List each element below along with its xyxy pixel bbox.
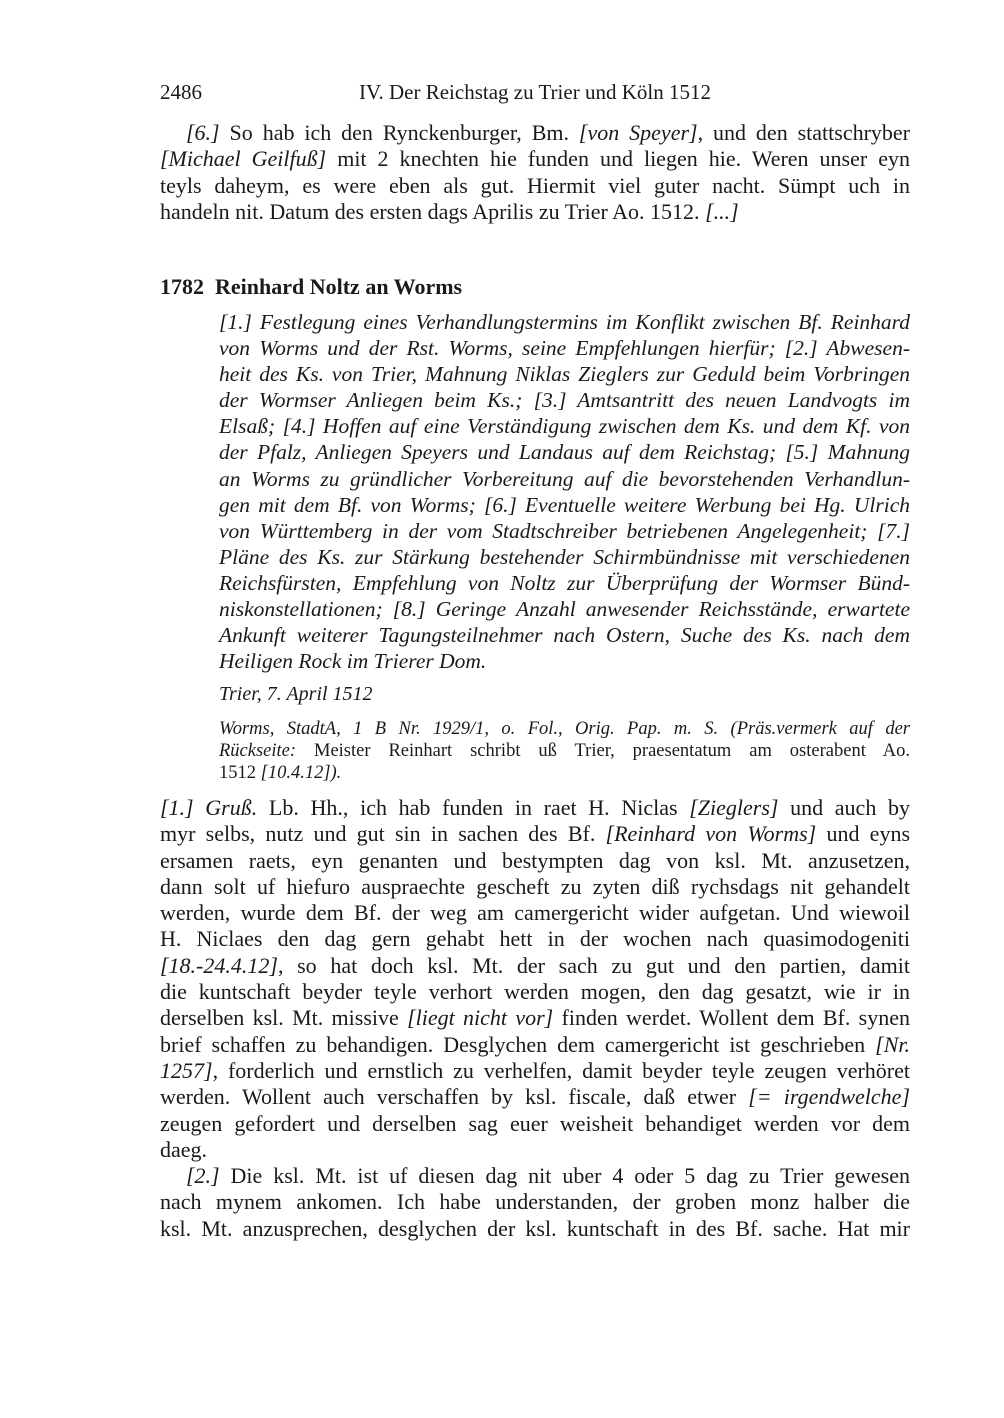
text-segment: und auch by — [778, 795, 910, 820]
editorial-italic-text: Worms, StadtA, 1 B Nr. 1929/1, o. Fol., Orig. Pap. m. S. (Präs.vermerk auf der — [219, 719, 910, 739]
document-title: Reinhard Noltz an Worms — [215, 274, 463, 299]
text-line — [219, 596, 910, 622]
editorial-italic-text: [...] — [705, 198, 739, 224]
text-line — [160, 120, 910, 146]
text-segment: derselben ksl. Mt. missive — [160, 1005, 408, 1031]
text-segment: teyls daheym, es were eben als gut. Hiermit viel guter nacht. Sümpt uch in — [160, 172, 910, 198]
editorial-italic-text: der Wormser Anliegen beim Ks.; [3.] Amtsantritt des neuen Landvogts im — [219, 388, 910, 413]
text-line — [219, 466, 910, 492]
text-segment: , so hat doch ksl. Mt. der sach zu gut und den partien, damit — [277, 952, 910, 978]
editorial-italic-text: Reichsfürsten, Empfehlung von Noltz zur Überprüfung der Wormser Bünd- — [219, 570, 910, 595]
editorial-italic-text: Ankunft weiterer Tagungsteilnehmer nach Ostern, Suche des Ks. nach dem — [219, 623, 910, 648]
paragraph-6-previous-document — [160, 120, 910, 225]
text-line — [219, 492, 910, 518]
document-text — [160, 795, 910, 1242]
text-segment: So hab ich den Rynckenburger, Bm. — [219, 120, 579, 145]
text-line — [219, 622, 910, 648]
source-note — [219, 718, 910, 784]
text-line — [160, 848, 910, 874]
editorial-italic-text: Rückseite: — [219, 741, 297, 761]
text-segment: daeg. — [160, 1136, 208, 1162]
text-segment: werden. Wollent auch verschaffen by ksl. fiscale, daß etwer — [160, 1084, 749, 1110]
text-line — [219, 740, 910, 762]
editorial-italic-text: [Nr. — [875, 1031, 910, 1057]
text-line — [160, 146, 910, 172]
text-line — [219, 439, 910, 465]
text-line — [219, 518, 910, 544]
text-line — [160, 874, 910, 900]
text-line — [219, 335, 910, 361]
running-title: IV. Der Reichstag zu Trier und Köln 1512 — [359, 80, 711, 104]
text-line — [160, 900, 910, 926]
editorial-italic-text: 1257] — [160, 1057, 213, 1083]
text-line — [160, 199, 910, 225]
editorial-italic-text: von Worms und der Rst. Worms, seine Empfehlungen hierfür; [2.] Abwesen- — [219, 336, 910, 361]
text-line — [160, 953, 910, 979]
editorial-italic-text: [von Speyer] — [578, 120, 698, 145]
text-line — [160, 821, 910, 847]
editorial-italic-text: [= irgendwelche] — [748, 1084, 910, 1110]
text-segment: mit 2 knechten hie funden und liegen hie. Weren unser eyn — [326, 146, 910, 172]
editorial-italic-text: gen mit dem Bf. von Worms; [6.] Eventuelle weitere Werbung bei Hg. Ulrich — [219, 492, 910, 517]
editorial-italic-text: [Zieglers] — [689, 795, 779, 820]
document-number: 1782 — [160, 274, 204, 299]
editorial-italic-text: [liegt nicht vor] — [407, 1005, 554, 1031]
text-line — [160, 1058, 910, 1084]
text-line — [160, 795, 910, 821]
text-segment: , forderlich und ernstlich zu verhelfen, damit beyder teyle zeugen verhöret — [212, 1057, 910, 1083]
editorial-italic-text: Heiligen Rock im Trierer Dom. — [219, 649, 487, 674]
text-line — [160, 1084, 910, 1110]
text-line — [160, 1137, 910, 1163]
text-segment: zeugen gefordert und derselben sag euer weisheit behandiget werden vor dem — [160, 1110, 910, 1136]
text-line — [160, 1005, 910, 1031]
editorial-italic-text: niskonstellationen; [8.] Geringe Anzahl anwesender Reichsstände, erwartete — [219, 597, 910, 622]
editorial-italic-text: [6.] — [186, 120, 220, 145]
editorial-italic-text: [18.-24.4.12] — [160, 952, 278, 978]
editorial-italic-text: der Pfalz, Anliegen Speyers und Landaus auf dem Reichstag; [5.] Mahnung — [219, 440, 910, 465]
text-line — [219, 570, 910, 596]
editorial-italic-text: an Worms zu gründlicher Vorbereitung auf die bevorstehenden Verhandlun- — [219, 466, 910, 491]
text-segment: H. Niclaes den dag gern gehabt hett in der wochen nach quasimodogeniti — [160, 926, 910, 952]
text-line — [160, 1032, 910, 1058]
editorial-italic-text: Pläne des Ks. zur Stärkung bestehender Schirmbündnisse mit verschiedenen — [219, 544, 910, 569]
text-line — [160, 1111, 910, 1137]
text-segment: Lb. Hh., ich hab funden in raet H. Niclas — [257, 795, 690, 820]
editorial-italic-text: [2.] — [186, 1163, 220, 1189]
text-segment: werden, wurde dem Bf. der weg am camergericht wider aufgetan. Und wiewoil — [160, 900, 910, 926]
text-segment: handeln nit. Datum des ersten dags Aprilis zu Trier Ao. 1512. — [160, 198, 706, 224]
text-line — [219, 309, 910, 335]
document-heading — [160, 273, 910, 301]
text-line — [219, 413, 910, 439]
text-segment: dann solt uf hiefuro auspraechte gescheft zu zyten diß rychsdags nit gehandelt — [160, 873, 910, 899]
document-summary — [219, 309, 910, 674]
text-line — [160, 1163, 910, 1189]
text-segment: finden werdet. Wollent dem Bf. synen — [553, 1005, 911, 1031]
editorial-italic-text: heit des Ks. von Trier, Mahnung Niklas Zieglers zur Geduld beim Vorbringen — [219, 362, 910, 387]
text-segment: und eyns — [816, 821, 911, 847]
text-segment: ksl. Mt. anzusprechen, desglychen der ksl. kuntschaft in des Bf. sache. Hat mir — [160, 1215, 910, 1241]
text-segment: Die ksl. Mt. ist uf diesen dag nit uber 4 oder 5 dag zu Trier gewesen — [219, 1163, 910, 1189]
editorial-italic-text: [1.] Gruß. — [160, 795, 258, 820]
document-date: Trier, 7. April 1512 — [219, 683, 373, 705]
editorial-italic-text: [Michael Geilfuß] — [160, 146, 327, 172]
page-number: 2486 — [160, 80, 202, 104]
text-line — [160, 1216, 910, 1242]
text-segment: ersamen raets, eyn genanten und bestympten dag von ksl. Mt. anzusetzen, — [160, 847, 910, 873]
text-line — [219, 544, 910, 570]
editorial-italic-text: von Württemberg in der vom Stadtschreiber betriebenen Angelegenheit; [7.] — [219, 518, 910, 543]
editorial-italic-text: [1.] Festlegung eines Verhandlungstermins im Konflikt zwischen Bf. Reinhard — [219, 310, 910, 334]
text-segment: myr selbs, nutz und gut sin in sachen des Bf. — [160, 821, 606, 847]
text-segment: die kuntschaft beyder teyle verhort werden mogen, den dag gesatzt, wie ir in — [160, 979, 910, 1005]
editorial-italic-text: [Reinhard von Worms] — [605, 821, 817, 847]
text-segment: Meister Reinhart schribt uß Trier, praesentatum am osterabent Ao. — [296, 741, 910, 761]
text-segment: brief schaffen zu behandigen. Desglychen dem camergericht ist geschrieben — [160, 1031, 876, 1057]
text-line — [219, 361, 910, 387]
text-segment: , und den stattschryber — [697, 120, 911, 145]
text-line — [160, 173, 910, 199]
editorial-italic-text: [10.4.12]). — [260, 763, 342, 783]
text-line — [219, 648, 910, 674]
text-line — [219, 387, 910, 413]
text-line — [160, 926, 910, 952]
editorial-italic-text: Elsaß; [4.] Hoffen auf eine Verständigung zwischen dem Ks. und dem Kf. von — [219, 414, 910, 439]
text-line — [160, 979, 910, 1005]
text-segment: 1512 — [219, 763, 261, 783]
text-line — [160, 1189, 910, 1215]
text-line — [219, 762, 910, 784]
running-header — [160, 80, 910, 108]
text-segment: nach mynem ankomen. Ich habe understanden, der groben monz halber die — [160, 1189, 910, 1215]
text-line — [219, 718, 910, 740]
